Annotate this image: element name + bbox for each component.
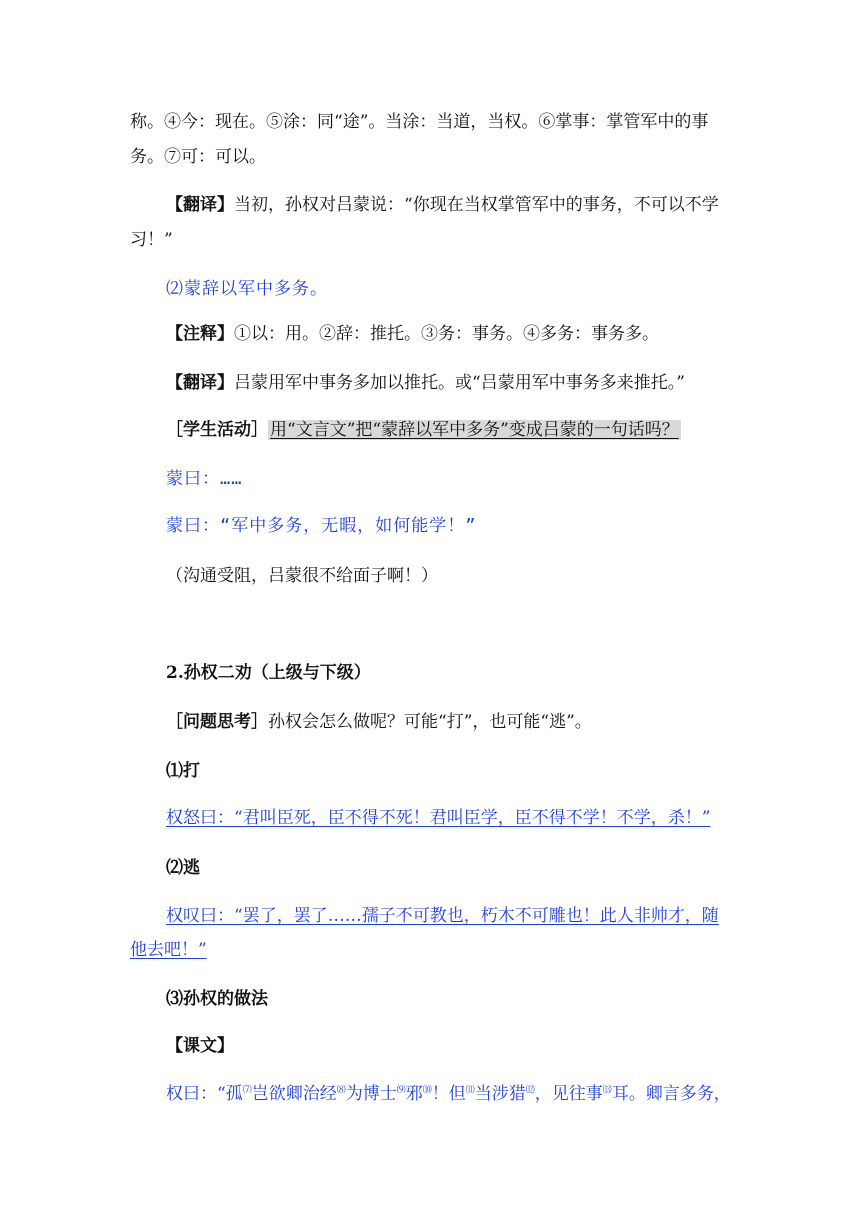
note-text: ①以：用。②辞：推托。③务：事务。④多务：事务多。: [234, 324, 659, 344]
meng-reply-2: 蒙曰：“军中多务，无暇，如何能学！”: [166, 516, 477, 536]
footnote-ref: ⑻: [336, 1085, 346, 1096]
meng-reply-1: 蒙曰：……: [166, 469, 243, 489]
translation-tag: 【翻译】: [166, 373, 234, 393]
lesson-text: [166, 1082, 731, 1106]
footnote-ref: ⑼: [396, 1085, 406, 1096]
think-tag: ［问题思考］: [166, 712, 268, 732]
lesson-segment: 当涉猎: [474, 1084, 526, 1104]
footnote-ref: ⑺: [242, 1085, 252, 1096]
notes-line-1: 称。④今：现在。⑤涂：同“途”。当涂：当道，当权。⑥掌事：掌管军中的事: [130, 112, 709, 132]
translation-2: [166, 371, 685, 395]
lesson-segment: 权曰：“孤: [166, 1084, 243, 1104]
question-think: [166, 710, 592, 734]
footnote-ref: ⑾: [465, 1085, 475, 1096]
translation-text: 当初，孙权对吕蒙说：“你现在当权掌管军中的事务，不可以不学: [234, 195, 719, 215]
lesson-segment: 耳。卿言多务，: [611, 1084, 731, 1104]
lesson-segment: 为博士: [345, 1084, 397, 1104]
comment: （沟通受阻，吕蒙很不给面子啊！）: [166, 566, 438, 586]
lesson-segment: ！但: [431, 1084, 466, 1104]
question-2: ⑵蒙辞以军中多务。: [166, 279, 328, 299]
footnote-ref: ⒀: [602, 1085, 612, 1096]
lesson-segment: 岂欲卿治经: [251, 1084, 337, 1104]
translation-tag: 【翻译】: [166, 195, 234, 215]
item-1-heading: ⑴打: [166, 761, 200, 781]
item-1-text: 权怒曰：“君叫臣死，臣不得不死！君叫臣学，臣不得不学！不学，杀！”: [166, 808, 711, 828]
section-heading: 2.孙权二劝（上级与下级）: [166, 663, 371, 683]
activity-tag: ［学生活动］: [166, 420, 268, 440]
activity-text: 用“文言文”把“蒙辞以军中多务”变成吕蒙的一句话吗？: [270, 420, 679, 440]
student-activity: [166, 418, 681, 442]
note-2: [166, 322, 659, 346]
translation-1: [166, 193, 719, 217]
footnote-ref: ⑽: [422, 1085, 432, 1096]
text-tag: 【课文】: [166, 1036, 234, 1056]
item-2-heading: ⑵逃: [166, 858, 200, 878]
lesson-segment: 邪: [405, 1084, 423, 1104]
think-text: 孙权会怎么做呢？可能“打”，也可能“逃”。: [268, 712, 592, 732]
footnote-ref: ⑿: [525, 1085, 535, 1096]
item-3-heading: ⑶孙权的做法: [166, 989, 268, 1009]
lesson-segment: ，见往事: [534, 1084, 603, 1104]
notes-line-2: 务。⑦可：可以。: [130, 147, 266, 167]
item-2-text-1: 权叹曰：“罢了，罢了……孺子不可教也，朽木不可雕也！此人非帅才，随: [166, 906, 719, 926]
translation-text: 吕蒙用军中事务多加以推托。或“吕蒙用军中事务多来推托。”: [234, 373, 685, 393]
translation-1-cont: 习！”: [130, 230, 173, 250]
note-tag: 【注释】: [166, 324, 234, 344]
item-2-text-2: 他去吧！”: [130, 940, 207, 960]
